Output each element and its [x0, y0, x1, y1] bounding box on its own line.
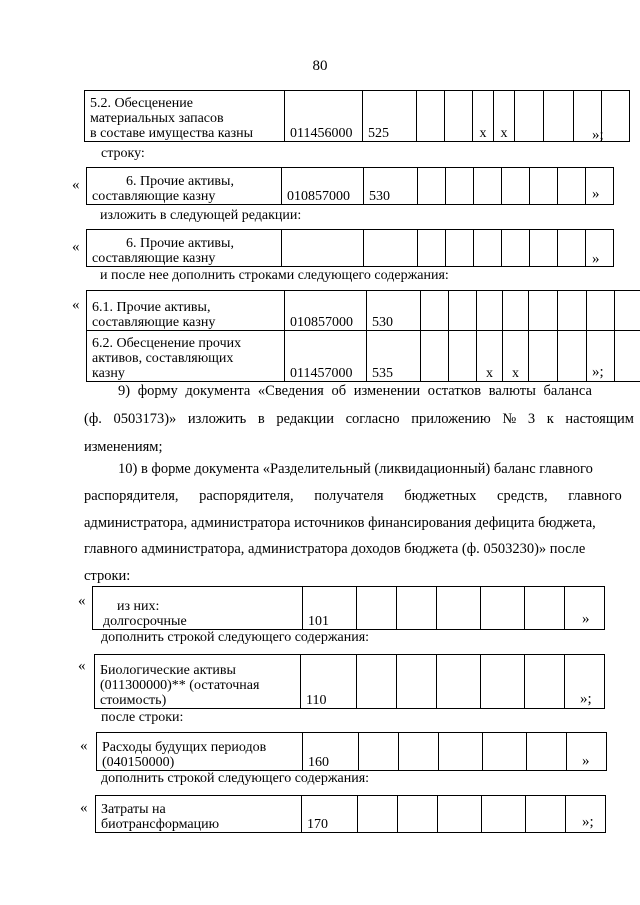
line-cell: 530 — [364, 168, 418, 205]
line-cell: 170 — [302, 796, 358, 833]
paragraph-10-line-3: администратора, администратора источников финансирования дефицита бюджета, — [84, 515, 596, 531]
row-label: Затраты на биотрансформацию — [96, 796, 302, 833]
line-cell: 535 — [367, 331, 421, 382]
text-dopolnit: и после нее дополнить строками следующего содержания: — [100, 268, 449, 283]
table-row-170 — [95, 795, 606, 833]
paragraph-10-line-5: строки: — [84, 568, 131, 584]
close-quote: »; — [592, 127, 604, 143]
page-number: 80 — [312, 58, 328, 74]
x-cell: х — [503, 331, 529, 382]
row-label: Расходы будущих периодов (040150000) — [97, 733, 303, 771]
line-cell: 530 — [367, 291, 421, 331]
line-cell: 160 — [303, 733, 359, 771]
close-quote: »; — [580, 691, 592, 707]
paragraph-10-line-4: главного администратора, администратора доходов бюджета (ф. 0503230)» после — [84, 541, 586, 557]
line-cell: 101 — [303, 587, 357, 630]
line-cell: 525 — [363, 91, 417, 142]
row-label: 6.1. Прочие активы, составляющие казну — [87, 291, 285, 331]
text-dop1: дополнить строкой следующего содержания: — [101, 630, 370, 645]
table-row-110 — [94, 654, 605, 709]
close-quote: » — [582, 611, 590, 627]
paragraph-10-line-2: распорядителя, распорядителя, получателя бюджетных средств, главного — [84, 488, 622, 504]
code-cell: 010857000 — [282, 168, 364, 205]
paragraph-10-line-1: 10) в форме документа «Разделительный (ликвидационный) баланс главного — [118, 461, 593, 477]
open-quote: « — [72, 297, 80, 313]
open-quote: « — [78, 658, 86, 674]
text-posle: после строки: — [101, 710, 184, 725]
table-row-160 — [96, 732, 607, 771]
table-6-new — [86, 229, 614, 267]
text-izlozhit: изложить в следующей редакции: — [100, 208, 302, 223]
open-quote: « — [72, 239, 80, 255]
x-cell: х — [477, 331, 503, 382]
code-cell: 011456000 — [285, 91, 363, 142]
close-quote: »; — [582, 814, 594, 830]
open-quote: « — [72, 177, 80, 193]
row-label: 6. Прочие активы, составляющие казну — [87, 168, 282, 205]
table-5-2-row — [84, 90, 630, 142]
row-label: Биологические активы (011300000)** (остаточная стоимость) — [95, 655, 301, 709]
table-6-old — [86, 167, 614, 205]
open-quote: « — [80, 738, 88, 754]
code-cell: 011457000 — [285, 331, 367, 382]
x-cell: х — [494, 91, 515, 142]
code-cell: 010857000 — [285, 291, 367, 331]
line-cell: 110 — [301, 655, 357, 709]
x-cell: х — [473, 91, 494, 142]
row-label: из них: долгосрочные — [93, 587, 303, 630]
table-6-1-6-2 — [86, 290, 640, 382]
row-label: 6. Прочие активы, составляющие казну — [87, 230, 282, 267]
text-stroku: строку: — [101, 146, 145, 161]
close-quote: » — [582, 753, 590, 769]
open-quote: « — [80, 800, 88, 816]
table-row-101 — [92, 586, 605, 630]
paragraph-9-line-1: 9) форму документа «Сведения об изменении остатков валюты баланса — [118, 383, 592, 399]
row-label: 5.2. Обесценение материальных запасов в составе имущества казны — [85, 91, 285, 142]
paragraph-9-line-2: (ф. 0503173)» изложить в редакции согласно приложению № 3 к настоящим — [84, 411, 634, 427]
close-quote: » — [592, 186, 600, 202]
row-label: 6.2. Обесценение прочих активов, составляющих казну — [87, 331, 285, 382]
text-dop2: дополнить строкой следующего содержания: — [101, 771, 370, 786]
close-quote: »; — [592, 364, 604, 380]
paragraph-9-line-3: изменениям; — [84, 439, 163, 455]
close-quote: » — [592, 251, 600, 267]
open-quote: « — [78, 593, 86, 609]
